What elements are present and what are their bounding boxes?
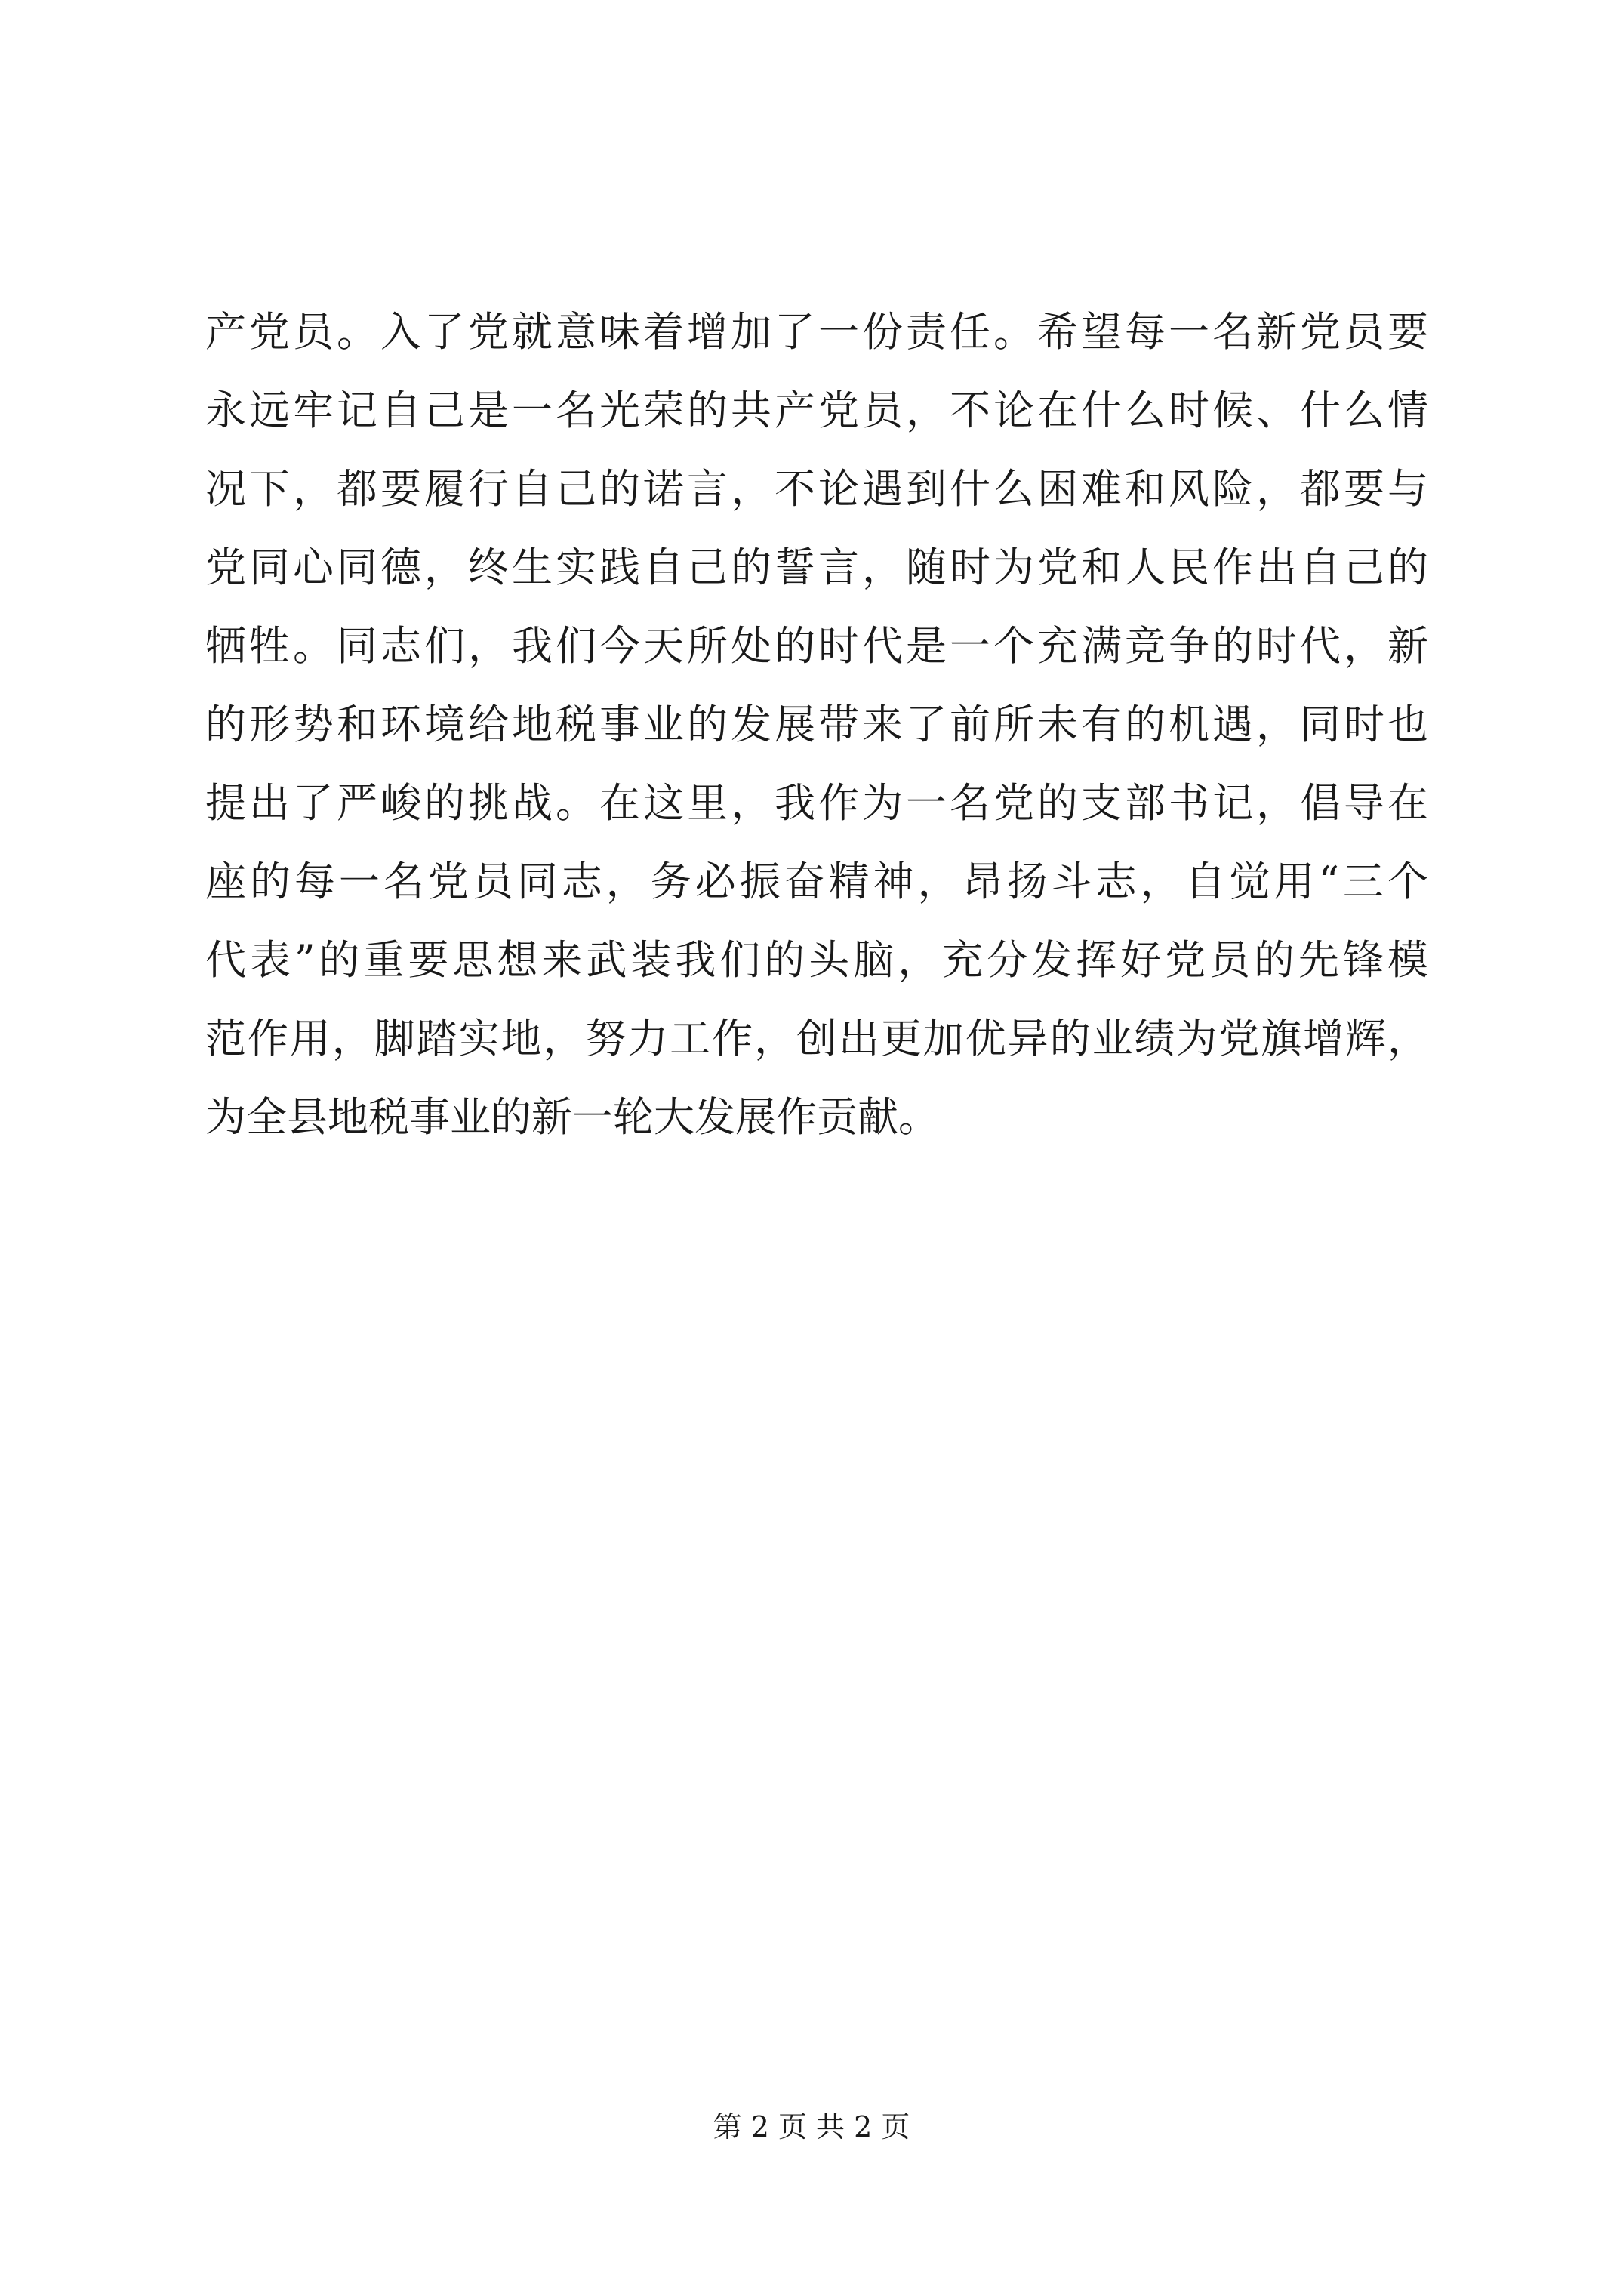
text-line: 况下，都要履行自己的诺言，不论遇到什么困难和风险，都要与	[205, 465, 1428, 513]
body-paragraph	[205, 293, 1428, 1157]
text-line: 牺牲。同志们，我们今天所处的时代是一个充满竞争的时代，新	[205, 622, 1428, 670]
page-number-footer: 第 2 页 共 2 页	[713, 2110, 910, 2143]
text-line: 提出了严峻的挑战。在这里，我作为一名党的支部书记，倡导在	[205, 779, 1428, 827]
text-line: 为全县地税事业的新一轮大发展作贡献。	[205, 1093, 939, 1141]
text-line: 党同心同德，终生实践自己的誓言，随时为党和人民作出自己的	[205, 544, 1428, 591]
text-line: 座的每一名党员同志，务必振奋精神，昂扬斗志，自觉用“三个	[205, 858, 1428, 905]
text-line: 代表”的重要思想来武装我们的头脑，充分发挥好党员的先锋模	[205, 936, 1428, 984]
text-line: 的形势和环境给地税事业的发展带来了前所未有的机遇，同时也	[205, 701, 1428, 748]
text-line: 永远牢记自己是一名光荣的共产党员，不论在什么时候、什么情	[205, 387, 1428, 434]
text-line: 产党员。入了党就意味着增加了一份责任。希望每一名新党员要	[205, 308, 1428, 356]
text-line: 范作用，脚踏实地，努力工作，创出更加优异的业绩为党旗增辉，	[205, 1015, 1428, 1062]
